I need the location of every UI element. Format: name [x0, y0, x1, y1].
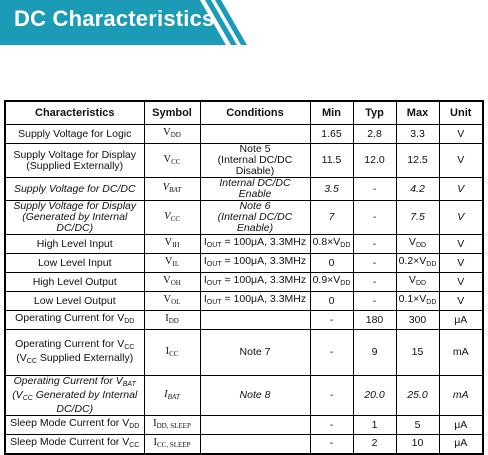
unit-cell: [439, 330, 483, 376]
subscript: CC: [170, 214, 180, 223]
typ-cell: [353, 292, 396, 311]
symbol-cell: [144, 254, 200, 273]
characteristic-text: Low Level Output: [33, 294, 116, 307]
characteristic-note: (Generated by Internal DC/DC): [22, 211, 128, 234]
typ-value: -: [372, 237, 377, 250]
max-value: 300: [408, 313, 427, 326]
symbol-text: V: [163, 153, 172, 165]
unit-value: μA: [454, 313, 468, 326]
symbol-text: V: [164, 210, 171, 222]
symbol-cell: [144, 235, 200, 254]
max-cell: [396, 330, 439, 376]
unit-cell: [439, 201, 483, 235]
max-cell: [396, 311, 439, 330]
subscript: BAT: [169, 186, 182, 194]
unit-value: mA: [452, 346, 469, 358]
max-value: 10: [411, 437, 424, 450]
characteristic-cell: [5, 273, 144, 292]
conditions-text: = 100μA, 3.3MHz: [221, 255, 307, 267]
subscript: OUT: [206, 280, 222, 287]
page-title: DC Characteristics: [14, 6, 215, 31]
typ-value: 2: [371, 437, 378, 450]
conditions-cell: [200, 125, 310, 144]
conditions-text: Internal DC/DC Enable: [219, 177, 291, 200]
symbol-cell: [144, 435, 200, 454]
typ-value: -: [372, 182, 377, 195]
subscript: IL: [172, 260, 180, 268]
subscript: DD: [340, 242, 351, 249]
max-cell: [396, 292, 439, 311]
characteristic-text: High Level Output: [32, 275, 117, 288]
conditions-text: (Internal DC/DC Enable): [217, 211, 293, 234]
characteristic-note: (V: [12, 389, 23, 401]
min-cell: [310, 435, 353, 454]
min-cell: [310, 254, 353, 273]
header-unit: Unit: [439, 101, 483, 125]
min-value: -: [329, 437, 334, 450]
characteristic-cell: [5, 435, 144, 454]
max-value: 0.2×V: [398, 255, 427, 267]
symbol-cell: [144, 144, 200, 178]
unit-value: V: [457, 275, 465, 288]
subscript: CC: [124, 343, 135, 351]
unit-cell: [439, 254, 483, 273]
unit-value: V: [457, 237, 465, 250]
max-cell: [396, 144, 439, 178]
subscript: OL: [171, 298, 181, 306]
table-row: [5, 201, 483, 235]
table-row: [5, 178, 483, 201]
typ-cell: [353, 235, 396, 254]
characteristic-text: Sleep Mode Current for V: [10, 417, 130, 429]
unit-cell: [439, 178, 483, 201]
typ-value: -: [372, 275, 377, 288]
characteristic-note: Generated by Internal DC/DC): [32, 389, 138, 415]
symbol-cell: [144, 178, 200, 201]
header-symbol: Symbol: [144, 101, 200, 125]
max-cell: [396, 201, 439, 235]
characteristic-text: Supply Voltage for Display: [13, 200, 137, 212]
min-cell: [310, 416, 353, 435]
subscript: DD: [426, 299, 437, 306]
conditions-cell: [200, 376, 310, 416]
unit-value: V: [457, 182, 465, 195]
subscript: OUT: [206, 299, 222, 306]
unit-value: mA: [452, 389, 469, 401]
characteristic-text: High Level Input: [36, 237, 113, 250]
min-value: 11.5: [321, 154, 342, 166]
max-value: 25.0: [407, 389, 428, 401]
typ-cell: [353, 311, 396, 330]
characteristic-cell: [5, 144, 144, 178]
subscript: DD: [124, 318, 135, 325]
symbol-cell: [144, 292, 200, 311]
min-cell: [310, 235, 353, 254]
min-cell: [310, 292, 353, 311]
min-cell: [310, 311, 353, 330]
typ-cell: [353, 144, 396, 178]
max-value: 5: [414, 418, 421, 431]
characteristic-cell: [5, 416, 144, 435]
table-row: [5, 254, 483, 273]
unit-cell: [439, 235, 483, 254]
max-value: 4.2: [410, 182, 425, 195]
characteristic-cell: [5, 201, 144, 235]
typ-cell: [353, 273, 396, 292]
subscript: DD: [426, 261, 437, 268]
conditions-cell: [200, 254, 310, 273]
table-row: [5, 311, 483, 330]
table-row: [5, 235, 483, 254]
typ-cell: [353, 178, 396, 201]
symbol-text: I: [165, 313, 169, 324]
conditions-text: Note 7: [239, 346, 271, 358]
header-min: Min: [310, 101, 353, 125]
typ-value: -: [372, 294, 377, 307]
typ-cell: [353, 125, 396, 144]
characteristic-cell: [5, 235, 144, 254]
unit-value: μA: [454, 437, 468, 450]
characteristic-text: Sleep Mode Current for V: [10, 435, 130, 448]
min-value: 0.8×V: [312, 236, 341, 248]
table-row: [5, 273, 483, 292]
unit-cell: [439, 144, 483, 178]
conditions-text: = 100μA, 3.3MHz: [221, 274, 307, 286]
subscript: IH: [172, 241, 180, 249]
max-value: 12.5: [407, 154, 428, 166]
typ-cell: [353, 416, 396, 435]
min-value: 0.9×V: [312, 274, 341, 286]
max-value: 7.5: [410, 211, 425, 223]
conditions-cell: [200, 416, 310, 435]
symbol-cell: [144, 273, 200, 292]
typ-value: 2.8: [367, 127, 382, 140]
characteristic-text: Low Level Input: [37, 256, 112, 269]
characteristic-text: Supply Voltage for Display: [13, 148, 137, 161]
subscript: DD: [415, 242, 427, 249]
header-characteristics: Characteristics: [5, 101, 144, 125]
min-cell: [310, 125, 353, 144]
conditions-text: Note 6: [239, 200, 271, 212]
subscript: DD: [168, 317, 179, 325]
subscript: OUT: [206, 261, 222, 268]
max-cell: [396, 125, 439, 144]
header-max: Max: [396, 101, 439, 125]
subscript: CC: [26, 357, 37, 365]
subscript: DD, SLEEP: [156, 422, 191, 430]
typ-cell: [353, 201, 396, 235]
typ-value: -: [372, 256, 377, 269]
symbol-text: I: [165, 345, 170, 357]
conditions-cell: [200, 330, 310, 376]
table-row: [5, 144, 483, 178]
max-cell: [396, 273, 439, 292]
characteristic-text: Operating Current for V: [15, 312, 125, 324]
conditions-cell: [200, 292, 310, 311]
subscript: CC: [129, 441, 140, 449]
characteristic-cell: [5, 376, 144, 416]
table-row: [5, 416, 483, 435]
conditions-cell: [200, 235, 310, 254]
symbol-text: V: [163, 275, 171, 286]
symbol-cell: [144, 125, 200, 144]
typ-value: -: [372, 211, 377, 223]
symbol-cell: [144, 201, 200, 235]
symbol-text: V: [164, 256, 173, 267]
min-cell: [310, 144, 353, 178]
characteristic-cell: [5, 178, 144, 201]
typ-cell: [353, 254, 396, 273]
max-cell: [396, 254, 439, 273]
min-value: 3.5: [324, 182, 339, 195]
min-cell: [310, 201, 353, 235]
min-value: 0: [328, 256, 335, 269]
table-row: [5, 376, 483, 416]
max-cell: [396, 435, 439, 454]
unit-value: V: [457, 211, 465, 223]
unit-cell: [439, 376, 483, 416]
symbol-text: I: [153, 418, 157, 429]
subscript: BAT: [167, 392, 180, 401]
symbol-text: V: [164, 237, 173, 248]
conditions-text: Note 5: [239, 143, 271, 155]
header-conditions: Conditions: [200, 101, 310, 125]
max-value: V: [408, 236, 416, 248]
conditions-text: Note 8: [239, 389, 271, 401]
unit-value: V: [457, 294, 465, 307]
conditions-cell: [200, 178, 310, 201]
conditions-cell: [200, 311, 310, 330]
typ-cell: [353, 435, 396, 454]
symbol-text: I: [153, 436, 158, 448]
table-row: [5, 125, 483, 144]
subscript: BAT: [122, 381, 136, 388]
max-value: 3.3: [410, 127, 425, 140]
conditions-text: (Internal DC/DC Disable): [217, 154, 293, 177]
conditions-text: I: [203, 236, 207, 248]
min-cell: [310, 273, 353, 292]
subscript: OH: [170, 279, 181, 287]
min-cell: [310, 330, 353, 376]
unit-cell: [439, 435, 483, 454]
typ-value: 180: [365, 313, 384, 326]
characteristic-cell: [5, 311, 144, 330]
conditions-cell: [200, 201, 310, 235]
symbol-cell: [144, 330, 200, 376]
max-cell: [396, 235, 439, 254]
typ-value: 1: [371, 418, 378, 431]
conditions-text: I: [203, 293, 207, 305]
subscript: DD: [129, 423, 140, 430]
unit-cell: [439, 416, 483, 435]
typ-value: 9: [371, 346, 378, 358]
characteristic-text: Supply Voltage for DC/DC: [13, 182, 136, 195]
symbol-cell: [144, 376, 200, 416]
min-value: -: [329, 389, 334, 401]
characteristic-note: (Supplied Externally): [26, 159, 124, 172]
conditions-cell: [200, 144, 310, 178]
table-row: [5, 330, 483, 376]
max-cell: [396, 376, 439, 416]
typ-cell: [353, 376, 396, 416]
symbol-text: I: [164, 388, 168, 400]
symbol-cell: [144, 311, 200, 330]
unit-cell: [439, 311, 483, 330]
unit-value: V: [457, 154, 465, 166]
unit-value: V: [457, 127, 465, 140]
characteristic-text: Operating Current for V: [15, 337, 125, 350]
characteristic-note: Supplied Externally): [36, 351, 134, 364]
min-value: -: [329, 418, 334, 431]
typ-value: 12.0: [364, 154, 385, 166]
symbol-cell: [144, 416, 200, 435]
characteristic-cell: [5, 125, 144, 144]
subscript: CC, SLEEP: [157, 440, 191, 449]
max-value: 15: [411, 346, 424, 358]
symbol-text: V: [163, 294, 172, 305]
conditions-text: = 100μA, 3.3MHz: [221, 236, 307, 248]
table-row: [5, 435, 483, 454]
min-value: 0: [328, 294, 335, 307]
max-value: V: [408, 274, 416, 286]
subscript: OUT: [206, 242, 222, 249]
characteristic-cell: [5, 292, 144, 311]
min-value: 7: [328, 211, 335, 223]
symbol-text: V: [162, 182, 170, 193]
min-cell: [310, 178, 353, 201]
subscript: DD: [415, 280, 427, 287]
characteristic-text: Supply Voltage for Logic: [18, 127, 132, 140]
symbol-text: V: [163, 127, 171, 138]
min-value: -: [329, 346, 334, 358]
subscript: CC: [169, 349, 179, 358]
max-value: 0.1×V: [398, 293, 427, 305]
subscript: DD: [170, 131, 181, 139]
min-value: 1.65: [321, 127, 342, 140]
conditions-text: = 100μA, 3.3MHz: [221, 293, 307, 305]
header-typ: Typ: [353, 101, 396, 125]
characteristic-text: Operating Current for V: [13, 375, 123, 387]
characteristic-cell: [5, 330, 144, 376]
min-value: -: [329, 313, 334, 326]
unit-value: V: [457, 256, 465, 269]
conditions-text: I: [203, 274, 207, 286]
unit-cell: [439, 273, 483, 292]
conditions-text: I: [203, 255, 207, 267]
subscript: CC: [171, 157, 181, 166]
max-cell: [396, 416, 439, 435]
unit-cell: [439, 125, 483, 144]
characteristic-cell: [5, 254, 144, 273]
conditions-cell: [200, 435, 310, 454]
table-header-row: [5, 101, 483, 125]
characteristic-note: (V: [16, 351, 27, 364]
unit-cell: [439, 292, 483, 311]
typ-value: 20.0: [364, 389, 385, 401]
table-row: [5, 292, 483, 311]
dc-characteristics-table: [4, 100, 484, 455]
subscript: CC: [22, 395, 33, 402]
min-cell: [310, 376, 353, 416]
subscript: DD: [340, 280, 351, 287]
max-cell: [396, 178, 439, 201]
conditions-cell: [200, 273, 310, 292]
unit-value: μA: [454, 418, 468, 431]
typ-cell: [353, 330, 396, 376]
